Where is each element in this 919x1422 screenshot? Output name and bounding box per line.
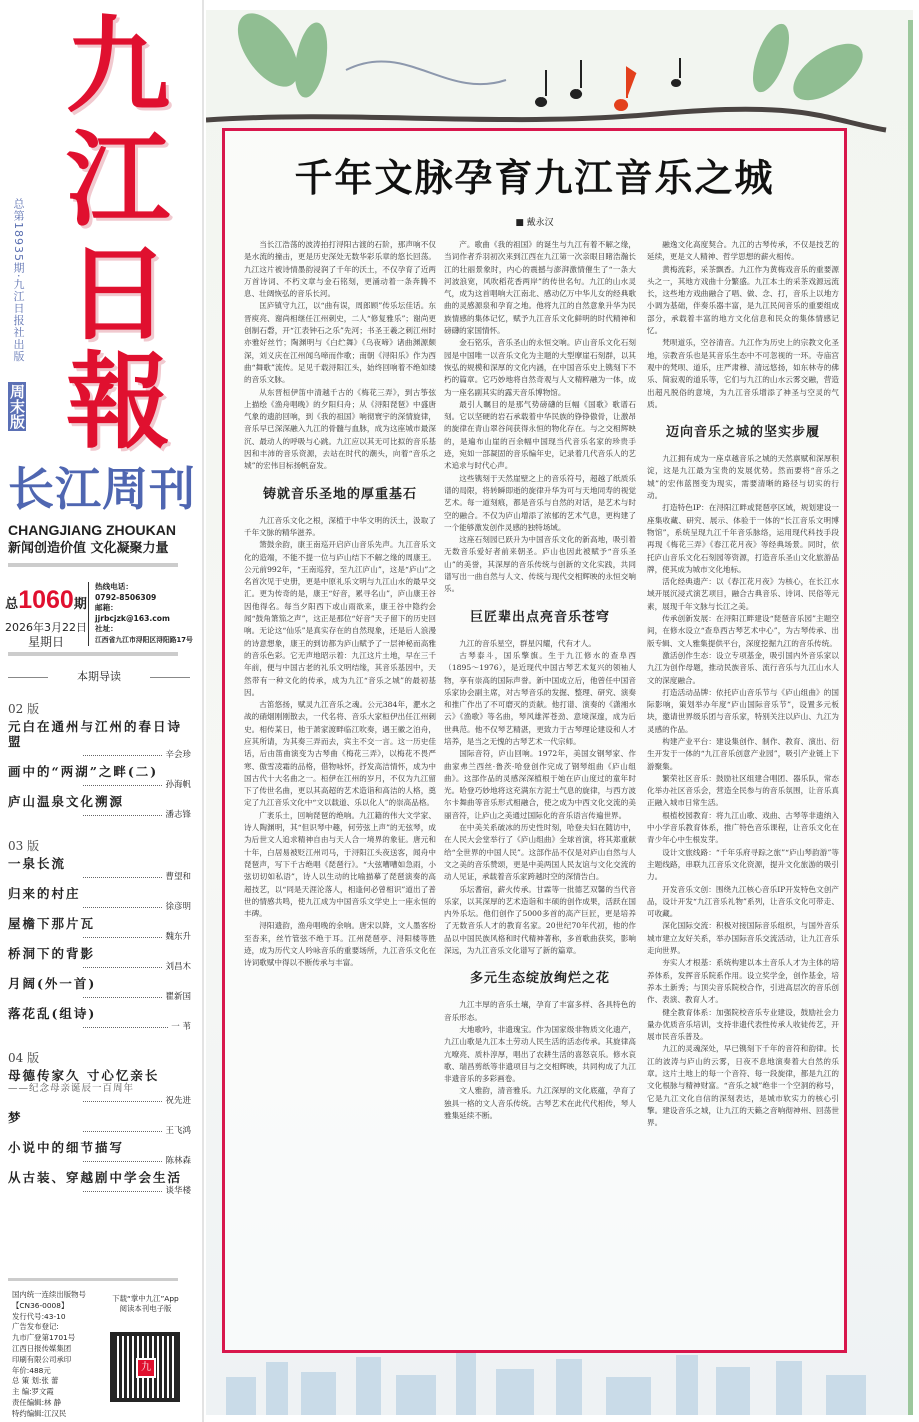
section-spacer [8, 1033, 191, 1045]
divider [202, 0, 204, 1422]
toc-heading: 本期导读 [8, 670, 190, 684]
toc-item-author-line [8, 1022, 191, 1033]
toc-item-title[interactable]: 落花乱(组诗) [8, 1006, 97, 1021]
toc-item-author: 曹望和 [165, 872, 191, 882]
toc-item-subtitle: ——纪念母亲诞辰一百周年 [8, 1083, 135, 1094]
toc-item-author: 徐彦明 [165, 902, 191, 912]
dot-leader [83, 1191, 162, 1192]
toc-item-title[interactable]: 元白在通州与江州的春日诗盟 [8, 719, 183, 749]
paragraph: 这座石刻园已跃升为中国音乐文化的新高地，吸引着无数音乐爱好者前来朝圣。庐山也因此被赋予“音乐圣山”的美誉，其深厚的音乐传统与创新的文化实践，共同谱写出一曲自然与人文、传统与现代交相辉映的永恒交响乐。 [444, 535, 636, 594]
paragraph: 深化国际交流：积极对接国际音乐组织，与国外音乐城市建立友好关系，举办国际音乐交流活动，让九江音乐走向世界。 [647, 921, 839, 956]
toc-item-author-line [8, 872, 191, 883]
paragraph: 乐坛耆宿，薪火传承。甘霖等一批德艺双馨的当代音乐家，以其深厚的艺术造诣和丰硕的创作成果，活跃在国内外乐坛。他们创作了5000多首的高产巨匠，更是培养了无数音乐人才的教育名家。20世纪70年代初，他的作品以中国民族风格和时代精神著称，多首歌曲获奖，影响深远，为九江音乐文化谱写了新的篇章。 [444, 884, 636, 956]
divider [8, 1278, 178, 1281]
toc-item[interactable] [8, 886, 191, 913]
paragraph: 当长江浩荡的波涛拍打浔阳古渡的石阶，那声响不仅是水流的撞击，更是历史深处无数华彩乐章的悠长回荡。九江这片被诗情墨韵浸润了千年的沃土，不仅孕育了近两万首诗词、不朽文章与金石铭刻，更涌动着一条奔腾不息、壮阔恢弘的音乐长河。 [244, 240, 436, 299]
dot-leader [83, 967, 162, 968]
paragraph: 浔阳遗韵，渔舟唱晚的余响。唐宋以降，文人墨客纷至沓来，丝竹管弦不绝于耳。江州琵琶亭、浔阳楼等胜迹，成为历代文人吟咏音乐的重要场所，九江音乐文化在诗词歌赋中得以不断传承与丰富。 [244, 921, 436, 968]
toc-item-author: 辛会珍 [165, 750, 191, 760]
dot-leader [83, 877, 162, 878]
leaf-icon [784, 33, 872, 112]
section-heading: 迈向音乐之城的坚实步履 [665, 425, 820, 441]
toc-item-title[interactable]: 一泉长流 [8, 856, 67, 871]
publication-info-line: 总 策 划:张 蕾 [12, 1376, 59, 1386]
toc-section-label: 02 版 [8, 702, 40, 716]
city-skyline-illustration [206, 1347, 913, 1415]
paragraph: 从东晋桓伊笛中清越千古的《梅花三弄》，到古筝弦上描绘《渔舟唱晚》的夕阳归舟；从《浔阳琵琶》中盛唐气象的遗韵回响，到《我的祖国》响彻寰宇的深情旋律，音乐早已深深融入九江的骨髓与血脉，成为这座城市最深沉、最动人的呼吸与心跳。九江应以其无可比拟的音乐基因和丰沛的音乐资源，去站在时代的潮头，向着“音乐之城”的宏伟目标扬帆奋发。 [244, 387, 436, 471]
paragraph: 九江丰厚的音乐土壤，孕育了丰富多样、各具特色的音乐形态。 [444, 1000, 636, 1022]
paragraph: 梵呗道乐，空谷清音。九江作为历史上的宗教文化圣地，宗教音乐也是其音乐生态中不可忽视的一环。寺庙宫观中的梵呗、道乐，庄严肃穆、清远悠扬，如东林寺的佛乐、简寂观的道乐等，它们与九江的山水云雾交融，营造出超凡脱俗的意境，为九江音乐增添了神圣与空灵的气质。 [647, 338, 839, 409]
paragraph: 广袤乐土，回响琵琶的绝响。九江籍的伟大文学家、诗人陶渊明，其“但识琴中趣，何劳弦上声”的无弦琴，成为后世文人追求精神自由与天人合一境界的象征。唐元和十年，白居易被贬江州司马，于浔阳江头夜送客，闻舟中琵琶声，写下千古绝唱《琵琶行》。“大弦嘈嘈如急雨，小弦切切如私语”，诗人以生动的比喻描摹了琵琶演奏的高超技艺，以“同是天涯沦落人，相逢何必曾相识”道出了普世的情感共鸣，使九江成为中国音乐文学史上一座永恒的丰碑。 [244, 810, 436, 919]
supplement-title: 长江周刊 [8, 462, 196, 516]
masthead-logo-char: 九 [65, 4, 170, 127]
contact-info [88, 582, 200, 646]
dot-leader [83, 815, 162, 816]
dot-leader [83, 997, 162, 998]
paragraph: 九江的音乐星空，群星闪耀，代有才人。 [459, 638, 596, 648]
toc-item-title[interactable]: 屋檐下那片瓦 [8, 916, 96, 931]
paragraph: 大地歌吟，非遗瑰宝。作为国家级非物质文化遗产，九江山歌是九江本土劳动人民生活的活态传承。其旋律高亢嘹亮、质朴淳厚，唱出了农耕生活的喜怒哀乐。修水哀歌、瑞昌剪纸等非遗项目与之交相辉映，共同构成了九江非遗音乐的多彩画卷。 [444, 1024, 636, 1084]
section-heading: 铸就音乐圣地的厚重基石 [262, 486, 417, 502]
publication-info-line: 江西日报传媒集团 [12, 1343, 72, 1353]
article-byline: ■ 戴永汉 [515, 218, 554, 228]
paragraph: 文人雅韵，清音雅乐。九江深厚的文化底蕴，孕育了独具一格的文人音乐传统。古琴艺术在此代代相传，琴人雅集延续不断。 [444, 1086, 636, 1120]
app-download-text: 下载“掌中九江”App 阅读本刊电子版 [112, 1294, 179, 1313]
supplement-title-en: CHANGJIANG ZHOUKAN [8, 522, 176, 538]
paragraph: 最引人瞩目的是那气势磅礴的巨幅《国歌》歌谱石刻。它以坚硬的岩石承载着中华民族的铮铮傲骨，让激昂的旋律在青山翠谷间获得永恒的物化存在。与之交相辉映的，是遍布山崖的百余幅中国现当代音乐名家的珍贵手迹，宛如一部凝固的音乐编年史，记录着几代音乐人的艺术追求与时代心声。 [444, 399, 636, 471]
section-heading: 巨匠辈出点亮音乐苍穹 [469, 609, 610, 625]
paragraph: 九江拥有成为一座卓越音乐之城的天然禀赋和深厚积淀，这是九江最为宝贵的发展优势。然而要将“音乐之城”的宏伟蓝图变为现实，需要清晰的路径与切实的行动。 [647, 454, 839, 501]
toc-item[interactable] [8, 1140, 191, 1167]
toc-item-author: 魏东升 [165, 932, 191, 942]
toc-item-author-line [8, 932, 191, 943]
paragraph: 健全教育体系：加强院校音乐专业建设，鼓励社会力量办优质音乐培训，支持非遗代表性传承人收徒传艺，开展市民音乐普及。 [647, 1007, 839, 1042]
paragraph: 夯实人才根基：系统构建以本土音乐人才为主体的培养体系，发挥音乐院系作用。设立奖学金，创作基金，培养本土新秀；与顶尖音乐院校合作，引进高层次的音乐创作、表演、教育人才。 [647, 958, 839, 1005]
toc-item-author: 王飞鸿 [165, 1126, 191, 1136]
paragraph: 繁荣社区音乐：鼓励社区组建合唱团、器乐队，常态化举办社区音乐会，营造全民参与的音乐氛围，让音乐真正融入城市日常生活。 [647, 773, 839, 808]
toc-item-title[interactable]: 小说中的细节描写 [8, 1140, 125, 1155]
toc-item-author-line [8, 962, 191, 973]
issue-date: 2026年3月22日 [5, 621, 87, 634]
paragraph: 匡庐镇守九江，以“曲有误，周郎顾”传乐坛佳话。东晋庾亮、谢尚相继任江州刺史，二人“修复雅乐”；谢尚更创制石磬，开“江表钟石之乐”先河；书圣王羲之刺江州时亦雅好丝竹；陶渊明与《白纻舞》《乌夜啼》诸曲渊源颇深，刘义庆在江州闻乌啼而作歌；南朝《浔阳乐》作为西曲“舞歌”流传。足见千载浔阳江头，始终回响着不绝如缕的音乐文脉。 [244, 301, 436, 385]
app-logo-icon: 九 [136, 1358, 156, 1378]
toc-section-label: 03 版 [8, 839, 40, 853]
publication-info-line: 九市广登第1701号 [12, 1333, 76, 1343]
masthead-logo-char: 報 [65, 340, 170, 463]
dot-leader [83, 755, 162, 756]
publication-info-line: 印刷有限公司承印 [12, 1354, 72, 1364]
hotline-label: 热线电话： [95, 582, 133, 591]
publication-info [12, 1290, 104, 1420]
paragraph: 根植校园教育：将九江山歌、戏曲、古琴等非遗纳入中小学音乐教育体系，推广特色音乐课程，让音乐文化在青少年心中生根发芽。 [647, 810, 839, 845]
dot-leader [83, 1101, 162, 1102]
publication-info-line: 主 编:罗文霞 [12, 1387, 54, 1397]
toc-item-author-line [8, 1126, 191, 1137]
weekend-edition-badge: 周末版 [8, 384, 26, 429]
toc-item-title[interactable]: 庐山温泉文化溯源 [8, 794, 125, 809]
dot-leader [83, 907, 162, 908]
toc-item-author: 潘志锋 [165, 810, 191, 820]
article-column [647, 239, 839, 1344]
toc-item-author-line [8, 780, 191, 791]
paragraph: 这些镌刻于天然崖壁之上的音乐符号，超越了纸质乐谱的局限，将转瞬即逝的旋律升华为可与天地同寿的视觉艺术。每一道刻痕，都是音乐与自然的对话，是艺术与时空的融合。不仅为庐山增添了浓郁的艺术气息，更构建了一个能够激发创作灵感的独特场域。 [444, 473, 636, 532]
toc-item-title[interactable]: 从古装、穿越剧中学会生活 [8, 1170, 183, 1185]
toc-item[interactable] [8, 1110, 191, 1137]
issue-number: 1060 [18, 586, 74, 614]
toc-item-author: 祝先进 [165, 1096, 191, 1106]
toc-item-author: 刘昌木 [165, 962, 191, 972]
paragraph: 古琴泰斗，国乐擎旗。生于九江修水的查阜西（1895～1976），是近现代中国古琴艺术复兴的领袖人物，享有崇高的国际声誉。新中国成立后，他曾任中国音乐家协会副主席，对古琴音乐的发掘、整理、研究、演奏和推广作出了不可磨灭的贡献。他打谱、演奏的《潇湘水云》《渔歌》等名曲，琴风雄浑苍劲、意境深邃，成为后世典范。他不仅琴艺精湛，更致力于古琴理论建设和人才培养，是当之无愧的古琴艺术一代宗师。 [444, 650, 636, 746]
toc-item[interactable] [8, 1068, 191, 1107]
paragraph: 开发音乐文创：围绕九江核心音乐IP开发特色文创产品，设计开发“九江音乐礼物”系列，让音乐文化可带走、可收藏。 [647, 884, 839, 919]
issue-suffix: 期 [73, 597, 87, 612]
branch-line [206, 109, 886, 130]
toc-section-label: 04 版 [8, 1051, 40, 1065]
toc-item-author-line [8, 750, 191, 761]
toc-item-title[interactable]: 月阔(外一首) [8, 976, 97, 991]
publication-info-line: 广告发布登记: [12, 1322, 59, 1332]
paragraph: 金石铭乐，音乐圣山的永恒交响。庐山音乐文化石刻园是中国唯一以音乐文化为主题的大型摩崖石刻群，以其恢弘的规模和深厚的文化内涵，在中国音乐史上镌刻下不朽的篇章。它巧妙地将自然奇观与人文精粹融为一体，成为一座名副其实的露天音乐博物馆。 [444, 338, 636, 397]
masthead-logo-char: 日 [65, 232, 170, 355]
article-frame [222, 128, 847, 1353]
address: 江西省九江市浔阳区浔阳路17号 [95, 635, 193, 644]
toc-item-author-line [8, 1186, 191, 1197]
paragraph: 传承创新发展：在浔阳江畔建设“琵琶音乐园”主题空间，在修水设立“查阜西古琴艺术中心”，为古琴传承、出版专辑、文人雅集提供平台，深度挖掘九江的音乐传统。 [647, 614, 839, 648]
publication-info-line: 特约编辑:江汉民 [12, 1408, 67, 1418]
leaves-and-notes-illustration [206, 10, 913, 140]
hotline: 0792-8506309 [95, 592, 157, 602]
dot-leader [83, 1161, 162, 1162]
section-heading: 多元生态绽放绚烂之花 [469, 971, 610, 987]
paragraph: 古笛悠扬，赋灵九江音乐之魂。公元384年，淝水之战的硝烟刚刚散去，一代名将、音乐大家桓伊出任江州刺史。相传某日，他于萧家渡畔临江吹奏，遇王徽之泊舟，应其所请，为其奏三弄而去，宾主不交一言。这一历史佳话，后由笛曲演变为古琴曲《梅花三弄》，以梅花不畏严寒、傲雪凌霜的品格，借物咏怀，抒发高洁情怀，成为中国古代十大名曲之一。桓伊在江州的岁月，不仅为九江留下了传世名曲，更以其高超的艺术造诣和高洁的人格，奠定了九江音乐文化中“文以载道、乐以化人”的崇高品格。 [244, 700, 436, 808]
toc-item-author: 瞿新国 [165, 992, 191, 1002]
dot-leader [83, 785, 162, 786]
music-notes-icon [536, 58, 680, 110]
toc-item[interactable] [8, 794, 191, 821]
article-column [444, 239, 636, 1344]
leaf-icon [290, 20, 333, 100]
toc-item-author: 孙海帆 [165, 780, 191, 790]
leaf-icon [746, 19, 797, 96]
publication-info-line: 责任编辑:林 静 [12, 1397, 62, 1407]
paragraph: 箫鼓余韵，康王南巡开启庐山音乐先声。九江音乐文化的造端，不能不提一位与庐山结下不解之缘的周康王。公元前992年，“王南巡狩，至九江庐山”，这是“庐山”之名首次见于史册，更是中原礼乐文明与九江山水的最早交汇。更为传奇的是，康王“好音，累寻名山”，庐山康王谷因他得名。每当夕阳西下或山雨欲来，康王谷中隐约会闻“鼓角箫笳之声”，这正是那位“好音”天子留下的历史回响。无论这“仙乐”是真实存在的自然现象，还是后人浪漫的诗意想象，康王的到访都为庐山赋予了一层神秘而高雅的音乐色彩。它无声地昭示着：九江这片土地，早在三千年前，便与中国古老的礼乐文明结缘，其音乐基因中，天然带有一种文化的传承，成为九江“音乐之城”的最初基因。 [244, 540, 436, 697]
issue-weekday: 星期日 [27, 635, 64, 649]
table-of-contents [8, 696, 191, 1209]
toc-item[interactable] [8, 1006, 191, 1033]
toc-item-title[interactable]: 归来的村庄 [8, 886, 81, 901]
section-spacer [8, 1197, 191, 1209]
dot-leader [83, 1131, 162, 1132]
issue-vertical-info: 总第18935期·九江日报社出版 [12, 198, 25, 363]
paragraph: 构建产业平台：建设集创作、制作、教育、演出、衍生开发于一体的“九江音乐创意产业园”，吸引产业链上下游聚集。 [647, 736, 839, 771]
toc-item-author-line [8, 992, 191, 1003]
toc-item[interactable] [8, 976, 191, 1003]
toc-item-author-line [8, 902, 191, 913]
dot-leader [83, 1027, 168, 1028]
paragraph: 国际音符，庐山回响。1972年，美国女钢琴家、作曲家弗兰西丝·鲁茨·哈登创作完成了钢琴组曲《庐山组曲》。这部作品的灵感深深植根于她在庐山度过的童年时光。哈登巧妙地将这充满东方泥土气息的旋律，与西方波尔卡舞曲等音乐形式相融合，使之成为中西文化交流的美丽音符，让庐山之美通过国际化的音乐语言传遍世界。 [444, 749, 636, 820]
publication-info-line: 发行代号:43-10 [12, 1311, 66, 1321]
paragraph: 打造特色IP：在浔阳江畔或琵琶亭区域，规划建设一座集收藏、研究、展示、体验于一体的“长江音乐文明博物馆”，系统呈现九江千年音乐脉络，运用现代科技手段再现《梅花三弄》《春江花月夜》等经典场景。同时，依托庐山音乐文化石刻园等资源，打造音乐圣山文化旅游品牌，使其成为城市文化地标。 [647, 503, 839, 574]
masthead-logo-char: 江 [65, 118, 170, 241]
toc-item[interactable] [8, 1170, 191, 1197]
toc-item-title[interactable]: 画中的“两湖”之畔(二) [8, 764, 159, 779]
toc-item-author-line [8, 1096, 191, 1107]
dot-leader [83, 937, 162, 938]
toc-item-author-line [8, 1156, 191, 1167]
paragraph: 九江的灵魂深处，早已镌刻下千年的音符和韵律。长江的波涛与庐山的云雾，日夜不息地演奏着大自然的乐章。这片土地上的每一个音符、每一段旋律，都是九江的文化根脉与精神财富。“音乐之城”绝非一个空洞的称号，它是九江文化自信的深刻表达，是城市软实力的核心引擎。建设音乐之城，让九江的天籁之音响彻神州、回荡世界。 [647, 1044, 839, 1128]
toc-item-author: 陈林森 [165, 1156, 191, 1166]
slogan: 新闻创造价值 文化凝聚力量 [8, 541, 169, 556]
toc-item-title[interactable]: 梦 [8, 1110, 23, 1125]
paragraph: 在中美关系破冰的历史性时刻，哈登夫妇在随访中，在人民大会堂举行了《庐山组曲》全球首演，将其郑重献给“全世界的中国人民”。这部作品不仅是对庐山自然与人文之美的音乐赞颂，更是中美两国人民友谊与文化交流的动人见证，承载着音乐家跨越时空的深情告白。 [444, 823, 636, 882]
divider [8, 652, 178, 656]
paragraph: 黄梅流彩，采茶飘香。九江作为黄梅戏音乐的重要源头之一，其地方戏曲十分繁盛。九江本土的采茶戏源远流长，这些地方戏曲融合了唱、做、念、打，音乐上以地方小调为基础，伴奏乐器丰富，是九江民间音乐的重要组成部分，承载着丰富的地方文化信息和民众的集体情感记忆。 [647, 264, 839, 336]
toc-item-title[interactable]: 桥洞下的背影 [8, 946, 96, 961]
publication-info-line: 【CN36-0008】 [12, 1300, 69, 1310]
toc-item[interactable] [8, 856, 191, 883]
masthead [0, 0, 200, 1422]
issue-prefix: 总 [5, 597, 19, 612]
paragraph: 激活创作生态：设立专项基金，吸引国内外音乐家以九江为创作母题，推动民族音乐、流行音乐与九江山水人文的深度融合。 [647, 650, 839, 685]
paragraph: 产。歌曲《我的祖国》的诞生与九江有着不解之缘，当词作者乔羽初次来到江西在九江第一次亲眼目睹浩瀚长江的壮丽景象时，内心的震撼与澎湃激情催生了“一条大河波浪宽，风吹稻花香两岸”的传世名句。九江的山水灵气，成为这首唱响大江南北、感动亿万中华儿女的经典歌曲的灵感源泉和孕育之地。他将九江的自然意象升华为民族情感的集体记忆，赋予九江音乐文化鲜明的时代精神和磅礴的家国情怀。 [444, 240, 636, 336]
toc-item[interactable] [8, 764, 191, 791]
issue-info [4, 585, 88, 650]
paragraph: 打造活动品牌：依托庐山音乐节与《庐山组曲》的国际影响，策划举办年度“庐山国际音乐节”，设置多元板块，邀请世界级乐团与音乐家，特别关注以庐山、九江为灵感的作品。 [647, 687, 839, 734]
paragraph: 九江音乐文化之根，深植于中华文明的沃土，汲取了千年文脉的精华滋养。 [244, 515, 436, 537]
paragraph: 设计文旅线路：“千年乐府寻踪之旅”“庐山琴韵游”等主题线路，串联九江音乐文化资源，提升文化旅游的吸引力。 [647, 847, 839, 882]
toc-item[interactable] [8, 719, 191, 761]
toc-item-title[interactable]: 母德传家久 寸心忆亲长 [8, 1068, 160, 1083]
paragraph: 融逸文化高度契合。九江的古琴传承，不仅是技艺的延续，更是文人精神、哲学思想的薪火相传。 [647, 240, 839, 262]
article-title: 千年文脉孕育九江音乐之城 [294, 155, 775, 200]
decorative-bar [908, 20, 913, 1415]
publication-info-line: 国内统一连续出版物号 [12, 1290, 86, 1299]
section-spacer [8, 821, 191, 833]
toc-item[interactable] [8, 946, 191, 973]
article-column [244, 239, 436, 1344]
divider [8, 563, 178, 567]
address-label: 社址： [95, 624, 118, 634]
publication-info-line: 年价:488元 [12, 1365, 51, 1375]
toc-item-author: 谈华楼 [165, 1186, 191, 1196]
paragraph: 活化经典遗产：以《春江花月夜》为核心，在长江水域开展沉浸式演艺项目，融合古典音乐、诗词、民俗等元素，展现千年文脉与长江之美。 [647, 577, 839, 611]
email-label: 邮箱： [95, 603, 118, 613]
toc-item-author: 一 苇 [171, 1022, 191, 1032]
email-link[interactable]: jjrbcjzk@163.com [95, 613, 170, 623]
toc-item-author-line [8, 810, 191, 821]
toc-item[interactable] [8, 916, 191, 943]
